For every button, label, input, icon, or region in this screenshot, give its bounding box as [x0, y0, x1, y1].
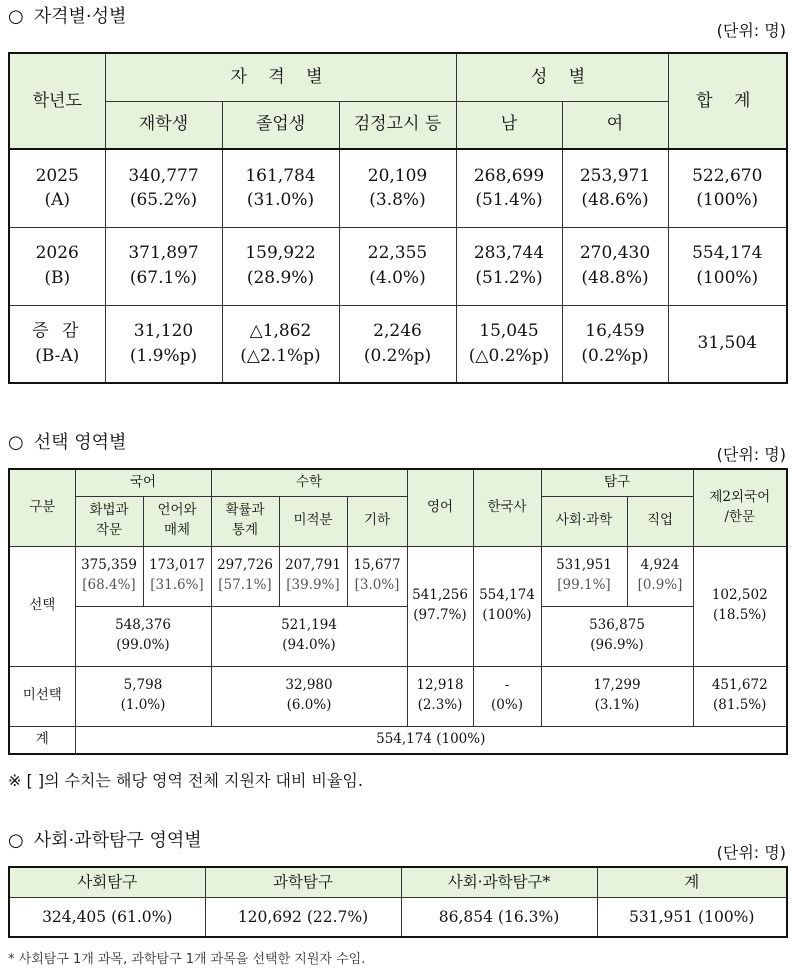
row-label: 2026 (B) — [9, 227, 105, 305]
header-vocational: 직업 — [627, 496, 693, 546]
table-row — [9, 546, 787, 606]
table-cell: 268,699 (51.4%) — [456, 149, 562, 227]
table-cell: 554,174 (100%) — [473, 546, 541, 666]
social-science-table — [8, 866, 788, 938]
table-cell: 253,971 (48.6%) — [562, 149, 668, 227]
table-cell: 522,670 (100%) — [668, 149, 787, 227]
header-graduate: 졸업생 — [222, 101, 339, 149]
header-speech-writing: 화법과 작문 — [75, 496, 143, 546]
table-cell: 207,791 [39.9%] — [279, 546, 347, 606]
table-cell: 31,120 (1.9%p) — [105, 305, 222, 383]
header-calculus: 미적분 — [279, 496, 347, 546]
total-value: 554,174 (100%) — [75, 726, 787, 754]
subject-selection-table — [8, 468, 788, 755]
header-science: 과학탐구 — [205, 867, 401, 897]
table-cell: 31,504 — [668, 305, 787, 383]
table-cell: 86,854 (16.3%) — [401, 897, 597, 937]
header-year: 학년도 — [9, 53, 105, 149]
header-foreign-language: 제2외국어 /한문 — [693, 469, 787, 546]
circle-bullet-icon: ○ — [8, 432, 24, 453]
header-math: 수학 — [211, 469, 407, 496]
row-label: 2025 (A) — [9, 149, 105, 227]
table-row — [9, 726, 787, 754]
section1-title: ○ 자격별·성별 — [8, 6, 127, 27]
table-cell: 531,951 (100%) — [597, 897, 787, 937]
table-cell: 12,918 (2.3%) — [407, 666, 473, 726]
header-ged: 검정고시 등 — [339, 101, 456, 149]
header-history: 한국사 — [473, 469, 541, 546]
table-row — [9, 305, 787, 383]
header-inquiry: 탐구 — [541, 469, 693, 496]
table-cell: 2,246 (0.2%p) — [339, 305, 456, 383]
table-cell: 5,798 (1.0%) — [75, 666, 211, 726]
table-cell: 531,951 [99.1%] — [541, 546, 627, 606]
table-cell: - (0%) — [473, 666, 541, 726]
table-row — [9, 149, 787, 227]
table-cell: △1,862 (△2.1%p) — [222, 305, 339, 383]
table-cell: 548,376 (99.0%) — [75, 606, 211, 666]
table-cell: 17,299 (3.1%) — [541, 666, 693, 726]
table-cell: 102,502 (18.5%) — [693, 546, 787, 666]
header-enrolled: 재학생 — [105, 101, 222, 149]
table-row — [9, 666, 787, 726]
header-korean: 국어 — [75, 469, 211, 496]
table-cell: 32,980 (6.0%) — [211, 666, 407, 726]
section3-unit: (단위: 명) — [716, 843, 786, 862]
header-female: 여 — [562, 101, 668, 149]
table-row — [9, 227, 787, 305]
table-cell: 15,045 (△0.2%p) — [456, 305, 562, 383]
section2-title: ○ 선택 영역별 — [8, 432, 127, 453]
circle-bullet-icon: ○ — [8, 6, 24, 27]
table-cell: 120,692 (22.7%) — [205, 897, 401, 937]
table-cell: 4,924 [0.9%] — [627, 546, 693, 606]
table-cell: 521,194 (94.0%) — [211, 606, 407, 666]
table-cell: 554,174 (100%) — [668, 227, 787, 305]
table-cell: 15,677 [3.0%] — [347, 546, 407, 606]
header-gender: 성 별 — [456, 53, 668, 101]
table-cell: 161,784 (31.0%) — [222, 149, 339, 227]
table-cell: 324,405 (61.0%) — [9, 897, 205, 937]
table-cell: 20,109 (3.8%) — [339, 149, 456, 227]
section3-note: * 사회탐구 1개 과목, 과학탐구 1개 과목을 선택한 지원자 수임. — [8, 952, 366, 967]
select-label: 선택 — [9, 546, 75, 666]
table-cell: 159,922 (28.9%) — [222, 227, 339, 305]
table-cell: 340,777 (65.2%) — [105, 149, 222, 227]
header-qualification: 자 격 별 — [105, 53, 456, 101]
table-cell: 297,726 [57.1%] — [211, 546, 279, 606]
qualification-gender-table — [8, 52, 788, 384]
header-english: 영어 — [407, 469, 473, 546]
table-cell: 270,430 (48.8%) — [562, 227, 668, 305]
table-cell: 283,744 (51.2%) — [456, 227, 562, 305]
table-cell: 536,875 (96.9%) — [541, 606, 693, 666]
header-social: 사회탐구 — [9, 867, 205, 897]
circle-bullet-icon: ○ — [8, 830, 24, 851]
table-cell: 451,672 (81.5%) — [693, 666, 787, 726]
header-total: 계 — [597, 867, 787, 897]
table-cell: 541,256 (97.7%) — [407, 546, 473, 666]
unselect-label: 미선택 — [9, 666, 75, 726]
header-gubun: 구분 — [9, 469, 75, 546]
header-male: 남 — [456, 101, 562, 149]
section2-note: ※ [ ]의 수치는 해당 영역 전체 지원자 대비 비율임. — [8, 771, 363, 790]
header-language-media: 언어와 매체 — [143, 496, 211, 546]
total-label: 계 — [9, 726, 75, 754]
section2-unit: (단위: 명) — [716, 445, 786, 464]
table-cell: 16,459 (0.2%p) — [562, 305, 668, 383]
table-cell: 22,355 (4.0%) — [339, 227, 456, 305]
header-geometry: 기하 — [347, 496, 407, 546]
header-probability: 확률과 통계 — [211, 496, 279, 546]
header-total: 합 계 — [668, 53, 787, 149]
table-cell: 371,897 (67.1%) — [105, 227, 222, 305]
table-row — [9, 606, 787, 666]
section3-title: ○ 사회·과학탐구 영역별 — [8, 830, 202, 851]
header-social-science: 사회·과학 — [541, 496, 627, 546]
table-cell: 375,359 [68.4%] — [75, 546, 143, 606]
row-label: 증 감 (B-A) — [9, 305, 105, 383]
table-cell: 173,017 [31.6%] — [143, 546, 211, 606]
table-row — [9, 897, 787, 937]
header-social-science: 사회·과학탐구* — [401, 867, 597, 897]
section1-unit: (단위: 명) — [716, 21, 786, 40]
